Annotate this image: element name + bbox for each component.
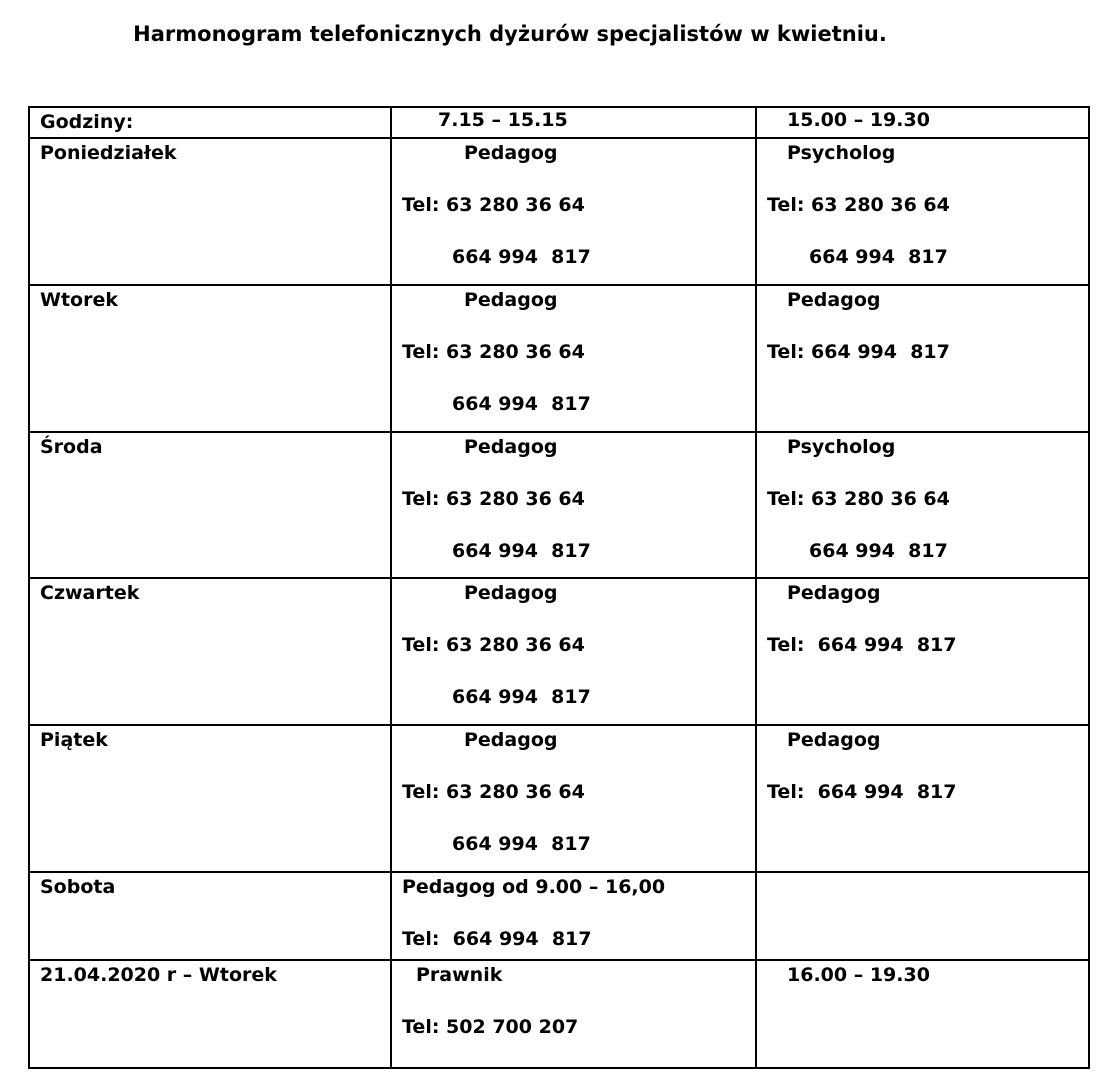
table-row xyxy=(29,578,1089,725)
phone-line: Tel: 63 280 36 64 xyxy=(402,341,585,363)
phone-line: Tel: 63 280 36 64 xyxy=(402,634,585,656)
evening-cell xyxy=(756,578,1089,725)
table-row xyxy=(29,872,1089,960)
phone-line-secondary: 664 994 817 xyxy=(452,393,591,415)
table-header-row xyxy=(29,107,1089,138)
specialist-role: Pedagog xyxy=(787,729,881,751)
day-label: Czwartek xyxy=(40,582,140,604)
header-cell-slot1 xyxy=(391,107,756,138)
morning-cell xyxy=(391,578,756,725)
day-cell xyxy=(29,960,391,1068)
day-label: 21.04.2020 r – Wtorek xyxy=(40,964,277,986)
header-time-slot-1: 7.15 – 15.15 xyxy=(438,109,568,131)
header-label: Godziny: xyxy=(40,111,134,133)
evening-cell xyxy=(756,872,1089,960)
evening-cell xyxy=(756,138,1089,285)
phone-line-secondary: 664 994 817 xyxy=(452,686,591,708)
page-title: Harmonogram telefonicznych dyżurów specjalistów w kwietniu. xyxy=(133,22,887,46)
morning-cell xyxy=(391,725,756,872)
morning-cell xyxy=(391,138,756,285)
specialist-role: Pedagog xyxy=(464,582,558,604)
morning-cell xyxy=(391,960,756,1068)
day-label: Wtorek xyxy=(40,289,118,311)
specialist-role: Prawnik xyxy=(416,964,503,986)
day-label: Środa xyxy=(40,436,103,458)
phone-line: Tel: 664 994 817 xyxy=(402,928,592,950)
day-cell xyxy=(29,872,391,960)
day-cell xyxy=(29,138,391,285)
evening-cell xyxy=(756,285,1089,432)
phone-line-secondary: 664 994 817 xyxy=(809,540,948,562)
table-row xyxy=(29,432,1089,578)
time-range: 16.00 – 19.30 xyxy=(787,964,930,986)
phone-line: Tel: 664 994 817 xyxy=(767,634,957,656)
evening-cell xyxy=(756,432,1089,578)
phone-line: Tel: 63 280 36 64 xyxy=(767,488,950,510)
day-label: Sobota xyxy=(40,876,116,898)
phone-line: Tel: 63 280 36 64 xyxy=(767,194,950,216)
phone-line: Tel: 664 994 817 xyxy=(767,341,950,363)
morning-cell xyxy=(391,432,756,578)
table-row xyxy=(29,725,1089,872)
header-cell-label xyxy=(29,107,391,138)
phone-line-secondary: 664 994 817 xyxy=(452,246,591,268)
day-cell xyxy=(29,285,391,432)
header-cell-slot2 xyxy=(756,107,1089,138)
specialist-role: Pedagog xyxy=(464,289,558,311)
phone-line: Tel: 664 994 817 xyxy=(767,781,957,803)
specialist-role: Pedagog xyxy=(464,142,558,164)
evening-cell xyxy=(756,960,1089,1068)
evening-cell xyxy=(756,725,1089,872)
phone-line: Tel: 63 280 36 64 xyxy=(402,781,585,803)
table-row xyxy=(29,138,1089,285)
specialist-role: Pedagog xyxy=(787,289,881,311)
specialist-role: Pedagog xyxy=(787,582,881,604)
phone-line: Tel: 63 280 36 64 xyxy=(402,488,585,510)
specialist-role: Pedagog xyxy=(464,729,558,751)
specialist-role: Psycholog xyxy=(787,142,896,164)
day-label: Piątek xyxy=(40,729,108,751)
phone-line-secondary: 664 994 817 xyxy=(452,833,591,855)
table-row xyxy=(29,285,1089,432)
morning-cell xyxy=(391,872,756,960)
table-row xyxy=(29,960,1089,1068)
phone-line: Tel: 63 280 36 64 xyxy=(402,194,585,216)
specialist-role: Pedagog od 9.00 – 16,00 xyxy=(402,876,666,898)
day-cell xyxy=(29,432,391,578)
day-cell xyxy=(29,578,391,725)
morning-cell xyxy=(391,285,756,432)
schedule-table xyxy=(28,106,1090,1069)
phone-line-secondary: 664 994 817 xyxy=(809,246,948,268)
specialist-role: Psycholog xyxy=(787,436,896,458)
phone-line-secondary: 664 994 817 xyxy=(452,540,591,562)
day-cell xyxy=(29,725,391,872)
specialist-role: Pedagog xyxy=(464,436,558,458)
day-label: Poniedziałek xyxy=(40,142,177,164)
header-time-slot-2: 15.00 – 19.30 xyxy=(787,109,930,131)
phone-line: Tel: 502 700 207 xyxy=(402,1016,579,1038)
